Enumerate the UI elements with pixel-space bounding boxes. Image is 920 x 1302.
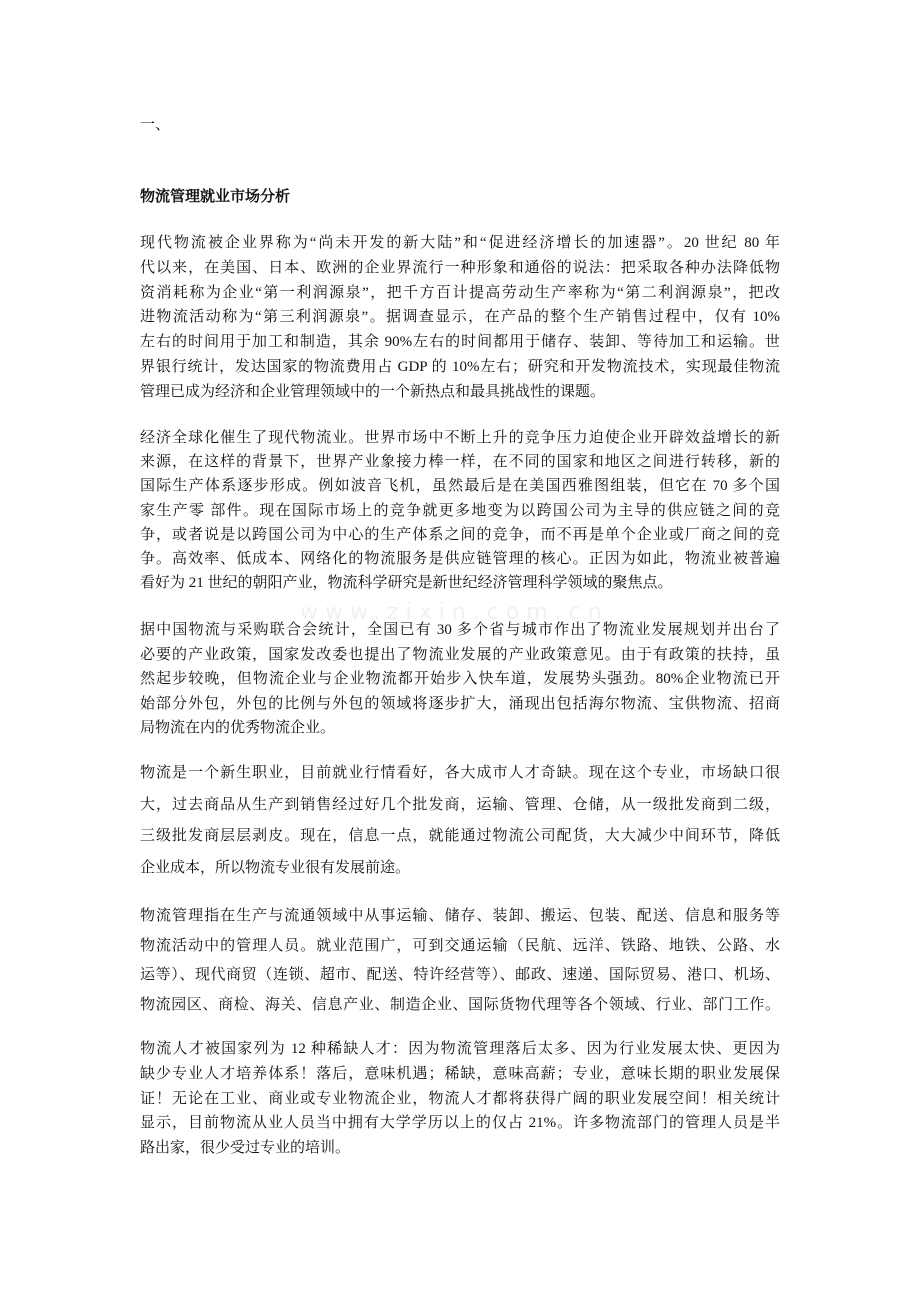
paragraph-line: 三级批发商层层剥皮。现在，信息一点，就能通过物流公司配货，大大减少中间环节，降低: [140, 828, 780, 845]
paragraph-line: 经济全球化催生了现代物流业。世界市场中不断上升的竞争压力迫使企业开辟效益增长的新: [140, 430, 780, 446]
paragraph-line: 路出家，很少受过专业的培训。: [140, 1140, 351, 1156]
paragraph-line: 局物流在内的优秀物流企业。: [140, 720, 336, 736]
document-title: 物流管理就业市场分析: [140, 189, 291, 205]
paragraph-line: 缺少专业人才培养体系！落后，意味机遇；稀缺，意味高薪；专业，意味长期的职业发展保: [140, 1065, 780, 1082]
paragraph-line: 运等）、现代商贸（连锁、超市、配送、特许经营等）、邮政、速递、国际贸易、港口、机场、: [140, 967, 780, 984]
paragraph-line: 物流是一个新生职业，目前就业行情看好，各大成市人才奇缺。现在这个专业，市场缺口很: [140, 765, 780, 781]
paragraph-line: 争。高效率、低成本、网络化的物流服务是供应链管理的核心。正因为如此，物流业被普遍: [140, 551, 780, 568]
paragraph-4: [140, 758, 780, 885]
paragraph-line: 物流活动中的管理人员。就业范围广，可到交通运输（民航、远洋、铁路、地铁、公路、水: [140, 937, 780, 954]
paragraph-5: [140, 902, 780, 1021]
paragraph-1: [140, 231, 780, 405]
paragraph-line: 家生产零 部件。现在国际市场上的竞争就更多地变为以跨国公司为主导的供应链之间的竞: [140, 502, 780, 519]
paragraph-line: 据中国物流与采购联合会统计，全国已有 30 多个省与城市作出了物流业发展规划并出台了: [140, 622, 780, 638]
paragraph-line: 物流人才被国家列为 12 种稀缺人才：因为物流管理落后太多、因为行业发展太快、更因为: [140, 1041, 780, 1057]
paragraph-line: 企业成本，所以物流专业很有发展前途。: [140, 860, 411, 877]
paragraph-line: 显示，目前物流从业人员当中拥有大学学历以上的仅占 21%。许多物流部门的管理人员是半: [140, 1115, 780, 1132]
paragraph-line: 必要的产业政策，国家发改委也提出了物流业发展的产业政策意见。由于有政策的扶持，虽: [140, 646, 780, 663]
paragraph-line: 物流管理指在生产与流通领域中从事运输、储存、装卸、搬运、包装、配送、信息和服务等: [140, 908, 780, 924]
paragraph-line: 进物流活动称为“第三利润源泉”。据调查显示，在产品的整个生产销售过程中，仅有 10%: [140, 309, 780, 326]
paragraph-line: 看好为 21 世纪的朝阳产业，物流科学研究是新世纪经济管理科学领域的聚焦点。: [140, 575, 673, 592]
paragraph-line: 始部分外包，外包的比例与外包的领域将逐步扩大，涌现出包括海尔物流、宝供物流、招商: [140, 695, 780, 712]
paragraph-line: 界银行统计，发达国家的物流费用占 GDP 的 10%左右；研究和开发物流技术，实现最佳物流: [140, 358, 780, 375]
paragraph-line: 资消耗称为企业“第一利润源泉”，把千方百计提高劳动生产率称为“第二利润源泉”，把改: [140, 284, 780, 301]
paragraph-6: [140, 1037, 780, 1161]
paragraph-2: [140, 426, 780, 595]
paragraph-line: 左右的时间用于加工和制造，其余 90%左右的时间都用于储存、装卸、等待加工和运输。世: [140, 334, 780, 351]
paragraph-line: 证！无论在工业、商业或专业物流企业，物流人才都将获得广阔的职业发展空间！相关统计: [140, 1090, 780, 1107]
paragraph-line: 争，或者说是以跨国公司为中心的生产体系之间的竞争，而不再是单个企业或厂商之间的竞: [140, 526, 780, 543]
paragraph-3: [140, 618, 780, 741]
paragraph-line: 来源，在这样的背景下，世界产业象接力棒一样，在不同的国家和地区之间进行转移，新的: [140, 454, 780, 471]
paragraph-line: 大，过去商品从生产到销售经过好几个批发商，运输、管理、仓储，从一级批发商到二级，: [140, 796, 780, 813]
paragraph-line: 物流园区、商检、海关、信息产业、制造企业、国际货物代理等各个领域、行业、部门工作。: [140, 997, 780, 1014]
paragraph-line: 管理已成为经济和企业管理领域中的一个新热点和最具挑战性的课题。: [140, 383, 606, 400]
section-number: 一、: [140, 117, 171, 133]
paragraph-line: 然起步较晚，但物流企业与企业物流都开始步入快车道，发展势头强劲。80%企业物流已开: [140, 671, 780, 687]
paragraph-line: 现代物流被企业界称为“尚未开发的新大陆”和“促进经济增长的加速器”。20 世纪 80 年: [140, 235, 780, 251]
paragraph-line: 代以来，在美国、日本、欧洲的企业界流行一种形象和通俗的说法：把采取各种办法降低物: [140, 259, 780, 276]
paragraph-line: 国际生产体系逐步形成。例如波音飞机，虽然最后是在美国西雅图组装，但它在 70 多个国: [140, 478, 780, 495]
watermark: www.zixin.com.cn: [300, 600, 609, 625]
